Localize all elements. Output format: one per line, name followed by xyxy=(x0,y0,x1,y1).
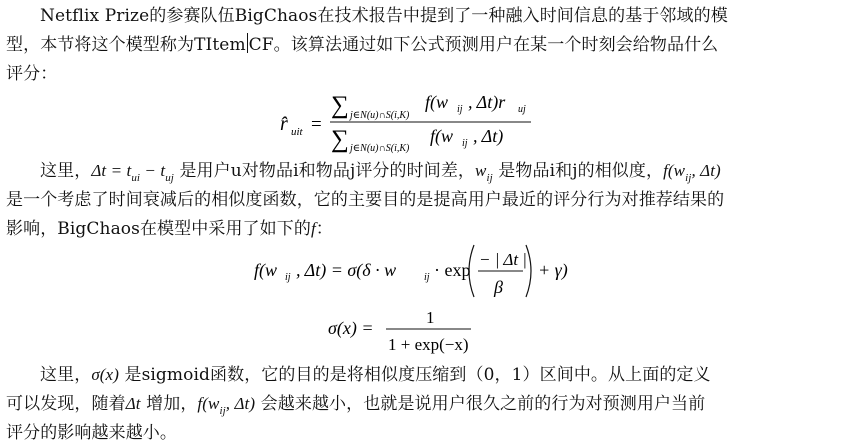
f-function-subscript-2: ij xyxy=(219,405,226,417)
paragraph-3-line-3-text: 评分的影响越来越小。 xyxy=(6,423,177,443)
paragraph-3-line-2-text-c: 会越来越小，也就是说用户很久之前的行为对预测用户当前 xyxy=(255,394,706,414)
formula-1-numerator-sum-index: j∈N(u)∩S(i,K) xyxy=(350,110,410,121)
paragraph-2-line-1-text-c: 是物品i和j的相似度， xyxy=(492,161,664,181)
f-function-expression xyxy=(663,161,721,184)
sigma-expression: σ(x) xyxy=(91,365,119,384)
formula-3-lhs: σ(x) = xyxy=(328,318,374,338)
f-function-tail-2: , Δt) xyxy=(225,394,256,413)
paragraph-3-line-2 xyxy=(6,392,705,418)
paragraph-1-line-1-text: Netflix Prize的参赛队伍BigChaos在技术报告中提到了一种融入时间信息的基于邻域的模 xyxy=(40,6,728,26)
formula-1-denominator-f: f(w xyxy=(430,126,454,146)
formula-1-numerator-tail: , Δt)r xyxy=(468,92,506,112)
formula-1-numerator-r-subscript: uj xyxy=(518,104,526,115)
f-function-subscript: ij xyxy=(685,172,692,184)
paragraph-3-line-2-text-b: 增加， xyxy=(140,394,198,414)
formula-1-numerator-sum: ∑ xyxy=(331,92,349,119)
delta-t-expression xyxy=(91,161,174,184)
paragraph-3-line-3 xyxy=(6,421,177,445)
paragraph-3-line-2-text-a: 可以发现，随着 xyxy=(6,394,126,414)
formula-1-denominator-w-subscript: ij xyxy=(462,138,468,149)
paragraph-2-line-2 xyxy=(6,188,724,212)
formula-prediction xyxy=(270,88,540,156)
paragraph-2-line-2-text: 是一个考虑了时间衰减后的相似度函数，它的主要目的是提高用户最近的评分行为对推荐结果的 xyxy=(6,190,725,210)
delta-t-symbol: Δt xyxy=(125,394,141,413)
f-function-head-2: f(w xyxy=(197,394,220,413)
formula-2-exp-label: · exp xyxy=(434,260,471,280)
formula-2-tail: + γ) xyxy=(538,260,568,280)
w-subscript: ij xyxy=(486,172,493,184)
formula-1-denominator-sum: ∑ xyxy=(331,126,349,153)
w-letter: w xyxy=(475,161,487,180)
formula-1-lhs: r̂ xyxy=(280,113,288,135)
paragraph-1-line-2-text-b: CF。该算法通过如下公式预测用户在某一个时刻会给物品什么 xyxy=(248,35,719,55)
formula-time-decay xyxy=(250,241,568,303)
paragraph-2-line-1-text-a: 这里， xyxy=(40,161,92,181)
paragraph-2-line-3-text-b: ： xyxy=(315,219,333,239)
t-ui-subscript: ui xyxy=(131,172,141,184)
formula-2-fraction-denominator: β xyxy=(494,277,503,297)
formula-2-lhs-subscript: ij xyxy=(285,272,291,283)
t-uj-subscript: uj xyxy=(165,172,174,184)
formula-sigmoid xyxy=(328,307,488,357)
paragraph-2-line-1-text-b: 是用户u对物品i和物品j评分的时间差， xyxy=(173,161,476,181)
formula-1-denominator-sum-index: j∈N(u)∩S(i,K) xyxy=(350,143,410,154)
f-function-tail: , Δt) xyxy=(691,161,721,180)
paragraph-3-line-1 xyxy=(40,363,711,387)
formula-1-equals: = xyxy=(311,114,322,135)
w-symbol xyxy=(475,161,493,184)
delta-t-expression-a: Δt = t xyxy=(91,161,132,180)
formula-2-w-subscript: ij xyxy=(424,272,430,283)
formula-3-denominator: 1 + exp(−x) xyxy=(388,335,469,354)
f-function-head: f(w xyxy=(663,161,686,180)
paragraph-3-line-1-text-a: 这里， xyxy=(40,365,92,385)
f-symbol: f xyxy=(310,219,316,238)
paragraph-1-line-1 xyxy=(40,4,728,28)
paragraph-1-line-3-text: 评分： xyxy=(6,64,58,84)
paragraph-1-line-2 xyxy=(6,33,718,57)
paragraph-2-line-3 xyxy=(6,217,333,241)
formula-1-numerator-w-subscript: ij xyxy=(457,104,463,115)
minus-t: − t xyxy=(140,161,166,180)
paragraph-1-line-3 xyxy=(6,62,57,86)
text-cursor xyxy=(247,33,248,53)
formula-1-lhs-subscript: uit xyxy=(291,126,303,138)
formula-2-lhs-tail: , Δt) = σ(δ · w xyxy=(296,260,397,280)
formula-3-numerator: 1 xyxy=(426,308,435,327)
formula-2-lhs: f(w xyxy=(254,260,278,280)
paragraph-1-line-2-text-a: 型，本节将这个模型称为TItem xyxy=(6,35,246,55)
paragraph-2-line-3-text-a: 影响，BigChaos在模型中采用了如下的 xyxy=(6,219,311,239)
f-function-expression-2 xyxy=(197,394,256,417)
formula-1-denominator-tail: , Δt) xyxy=(473,126,504,146)
paragraph-2-line-1 xyxy=(40,159,721,185)
formula-1-numerator-f: f(w xyxy=(425,92,449,112)
formula-2-fraction-numerator: − | Δt | xyxy=(479,250,527,269)
paragraph-3-line-1-text-b: 是sigmoid函数，它的目的是将相似度压缩到（0，1）区间中。从上面的定义 xyxy=(118,365,711,385)
